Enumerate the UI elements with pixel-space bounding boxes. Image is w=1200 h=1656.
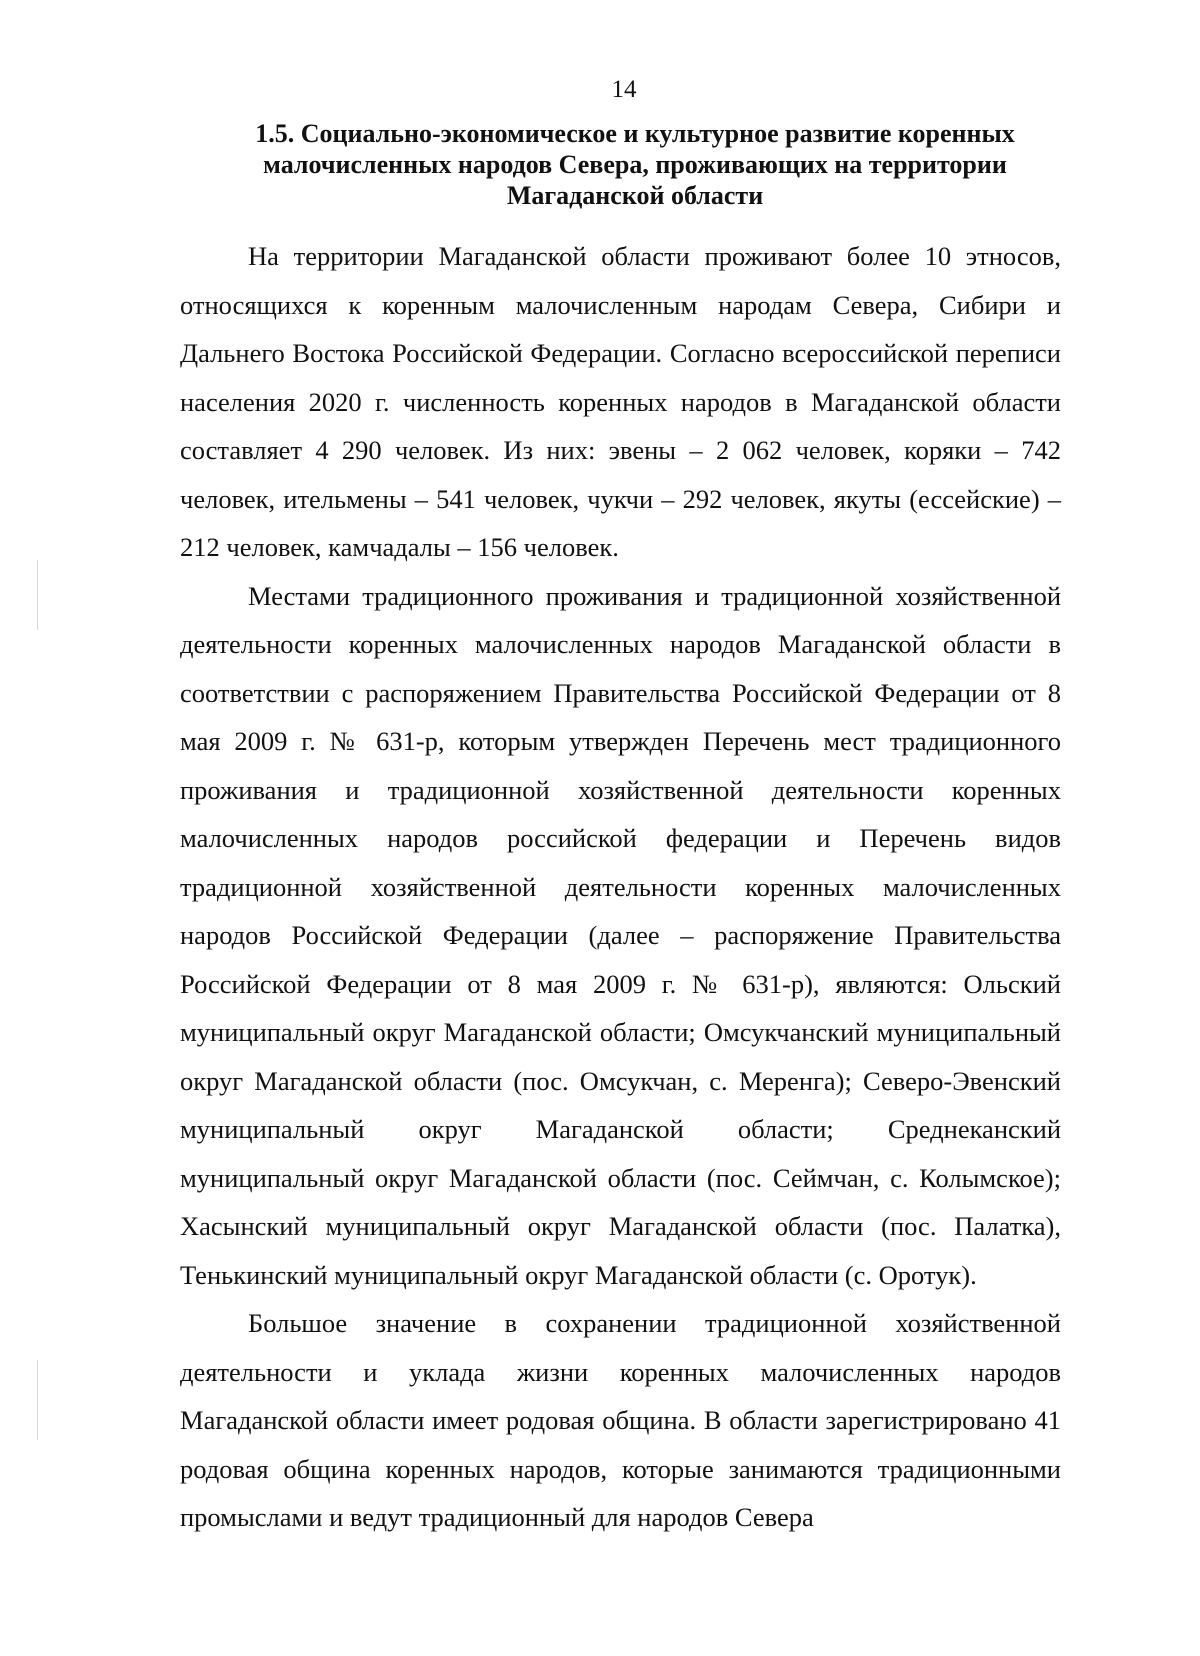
section-heading-line: малочисленных народов Севера, проживающих на территории	[263, 150, 1007, 179]
body-text	[180, 232, 1061, 1542]
paragraph-population: На территории Магаданской области проживают более 10 этносов, относящихся к коренным малочисленным народам Севера, Сибири и Дальнего Востока Российской Федерации. Согласно всероссийской переписи населения 2020 г. численность коренных народов в Магаданской области составляет 4 290 человек. Из них: эвены – 2 062 человек, коряки – 742 человек, ительмены – 541 человек, чукчи – 292 человек, якуты (ессейские) – 212 человек, камчадалы – 156 человек.	[180, 241, 1061, 562]
section-heading-line: Магаданской области	[506, 181, 764, 210]
scan-margin-mark	[37, 560, 38, 630]
section-heading-line: 1.5. Социально-экономическое и культурное развитие коренных	[255, 119, 1015, 148]
section-heading	[190, 118, 1080, 211]
page-number: 14	[611, 76, 637, 103]
paragraph-traditional-territories: Местами традиционного проживания и традиционной хозяйственной деятельности коренных малочисленных народов Магаданской области в соответствии с распоряжением Правительства Российской Федерации от 8 мая 2009 г. № 631-р, которым утвержден Перечень мест традиционного проживания и традиционной хозяйственной деятельности коренных малочисленных народов российской федерации и Перечень видов традиционной хозяйственной деятельности коренных малочисленных народов Российской Федерации (далее – распоряжение Правительства Российской Федерации от 8 мая 2009 г. № 631-р), являются: Ольский муниципальный округ Магаданской области; Омсукчанский муниципальный округ Магаданской области (пос. Омсукчан, с. Меренга); Северо-Эвенский муниципальный округ Магаданской области; Среднеканский муниципальный округ Магаданской области (пос. Сеймчан, с. Колымское); Хасынский муниципальный округ Магаданской области (пос. Палатка), Тенькинский муниципальный округ Магаданской области (с. Оротук).	[180, 580, 1061, 1290]
scan-margin-mark	[37, 1360, 38, 1440]
paragraph-clan-community: Большое значение в сохранении традиционной хозяйственной деятельности и уклада жизни коренных малочисленных народов Магаданской области имеет родовая община. В области зарегистрировано 41 родовая община коренных народов, которые занимаются традиционными промыслами и ведут традиционный для народов Севера	[180, 1308, 1061, 1532]
